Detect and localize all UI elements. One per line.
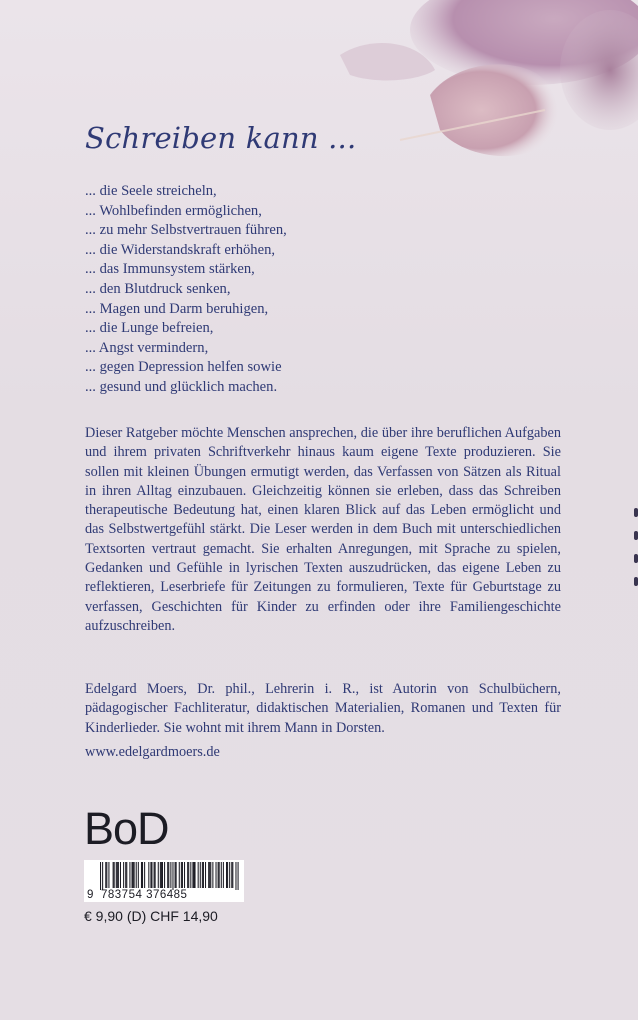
barcode-bar <box>102 862 103 890</box>
barcode-bar <box>142 862 143 888</box>
barcode-bar <box>219 862 220 888</box>
barcode-bar <box>223 862 224 888</box>
barcode-bar <box>136 862 137 888</box>
barcode-bar <box>221 862 222 888</box>
barcode-bar <box>202 862 203 888</box>
barcode-bar <box>182 862 183 888</box>
barcode-bar <box>106 862 107 888</box>
barcode-bar <box>162 862 163 888</box>
author-bio: Edelgard Moers, Dr. phil., Lehrerin i. R., ist Autorin von Schulbüchern, pädagogischer Fachliteratur, didaktischen Materialien, Romanen und Texten für Kinderlieder. Sie wohnt mit ihrem Mann in Dorsten. <box>85 681 561 736</box>
barcode-bar <box>212 862 213 888</box>
barcode-bar <box>192 862 193 888</box>
barcode-bar <box>181 862 182 888</box>
price-label: € 9,90 (D) CHF 14,90 <box>84 908 218 924</box>
barcode-bar <box>209 862 210 888</box>
barcode-bar <box>158 862 159 888</box>
barcode-bar <box>200 862 201 888</box>
barcode-bar <box>190 862 191 888</box>
barcode-bar <box>100 862 101 890</box>
barcode-bar <box>160 862 161 888</box>
barcode-bar <box>155 862 156 888</box>
barcode-bar <box>226 862 227 888</box>
author-website-link[interactable]: www.edelgardmoers.de <box>85 744 220 760</box>
barcode-bar <box>168 862 169 888</box>
barcode-bar <box>154 862 155 888</box>
barcode-bar <box>138 862 139 888</box>
barcode-bar <box>108 862 109 888</box>
list-item: ... gegen Depression helfen sowie <box>85 359 282 376</box>
book-description: Dieser Ratgeber möchte Menschen ansprechen, die über ihre beruflichen Aufgaben und ihrem privaten Schriftverkehr hinaus kaum eigene Texte produzieren. Sie sollen mit kleinen Übungen ermutigt werden, das Verfassen von Sätzen als Ritual in ihren Alltag einzubauen. Gleichzeitig können sie erleben, dass das Schreiben therapeutische Bedeutung hat, einen klaren Blick auf das Leben ermöglicht und das Selbstwertgefühl stärkt. Die Leser werden in dem Buch mit unterschiedlichen Textsorten vertraut gemacht. Sie erhalten Anregungen, mit Sprache zu spielen, Gedanken und Gefühle in lyrischen Texten auszudrücken, das eigene Leben zu reflektieren, Leserbriefe für Zeitungen zu formulieren, Texte für Geburtstage zu verfassen, Geschichten für Kinder zu erfinden oder ihre Familiengeschichte aufzuschreiben. <box>85 425 561 634</box>
barcode-bar <box>205 862 206 888</box>
list-item: ... das Immunsystem stärken, <box>85 261 255 278</box>
barcode-bar <box>126 862 127 888</box>
barcode-bar <box>176 862 177 888</box>
barcode-bar <box>172 862 173 890</box>
barcode-bar <box>144 862 145 888</box>
barcode-bar <box>164 862 165 888</box>
barcode-bar <box>193 862 194 888</box>
barcode-bar <box>132 862 133 888</box>
benefits-list <box>85 182 287 398</box>
barcode-bar <box>134 862 135 888</box>
barcode-bar <box>105 862 106 888</box>
barcode-bar <box>118 862 119 888</box>
spine-edge-marks <box>632 500 638 610</box>
barcode-bar <box>120 862 121 888</box>
barcode-bar <box>117 862 118 888</box>
barcode-bar <box>150 862 151 888</box>
list-item: ... die Lunge befreien, <box>85 320 214 337</box>
barcode-bar <box>175 862 176 888</box>
barcode-bar <box>167 862 168 888</box>
barcode-bar <box>232 862 233 888</box>
barcode-bar <box>114 862 115 888</box>
barcode-bar <box>238 862 239 890</box>
barcode-bar <box>235 862 236 890</box>
isbn-number: 783754 376485 <box>101 889 188 901</box>
barcode-bar <box>184 862 185 888</box>
isbn-first-digit: 9 <box>87 889 94 901</box>
cover-heading: Schreiben kann ... <box>85 121 357 155</box>
list-item: ... die Seele streicheln, <box>85 183 217 199</box>
list-item: ... Wohlbefinden ermöglichen, <box>85 202 262 219</box>
barcode-bar <box>227 862 228 888</box>
list-item: ... Magen und Darm beruhigen, <box>85 300 269 317</box>
barcode-bar <box>208 862 209 888</box>
barcode-bar <box>170 862 171 888</box>
publisher-logo: BoD <box>84 803 169 854</box>
barcode-bar <box>203 862 204 888</box>
barcode-bar <box>195 862 196 888</box>
list-item: ... den Blutdruck senken, <box>85 280 231 297</box>
barcode-bar <box>141 862 142 888</box>
barcode-bar <box>229 862 230 888</box>
list-item: ... die Widerstandskraft erhöhen, <box>85 241 276 258</box>
barcode-bar <box>113 862 114 888</box>
list-item: ... zu mehr Selbstvertrauen führen, <box>85 222 287 239</box>
barcode-bar <box>125 862 126 888</box>
barcode-bar <box>218 862 219 888</box>
barcode-bar <box>123 862 124 888</box>
barcode-bar <box>129 862 130 888</box>
barcode-bar <box>216 862 217 888</box>
barcode-bar <box>151 862 152 888</box>
barcode-bar <box>116 862 117 888</box>
barcode-bar <box>187 862 188 888</box>
barcode-bar <box>161 862 162 888</box>
barcode-bar <box>198 862 199 888</box>
barcode-bar <box>148 862 149 888</box>
barcode-bar <box>231 862 232 888</box>
barcode-bar <box>188 862 189 888</box>
barcode-bar <box>210 862 211 888</box>
barcode-bar <box>179 862 180 888</box>
list-item: ... gesund und glücklich machen. <box>85 378 278 395</box>
list-item: ... Angst vermindern, <box>85 339 209 356</box>
isbn-barcode <box>84 860 244 902</box>
barcode-bars <box>84 860 244 890</box>
barcode-bar <box>133 862 134 888</box>
